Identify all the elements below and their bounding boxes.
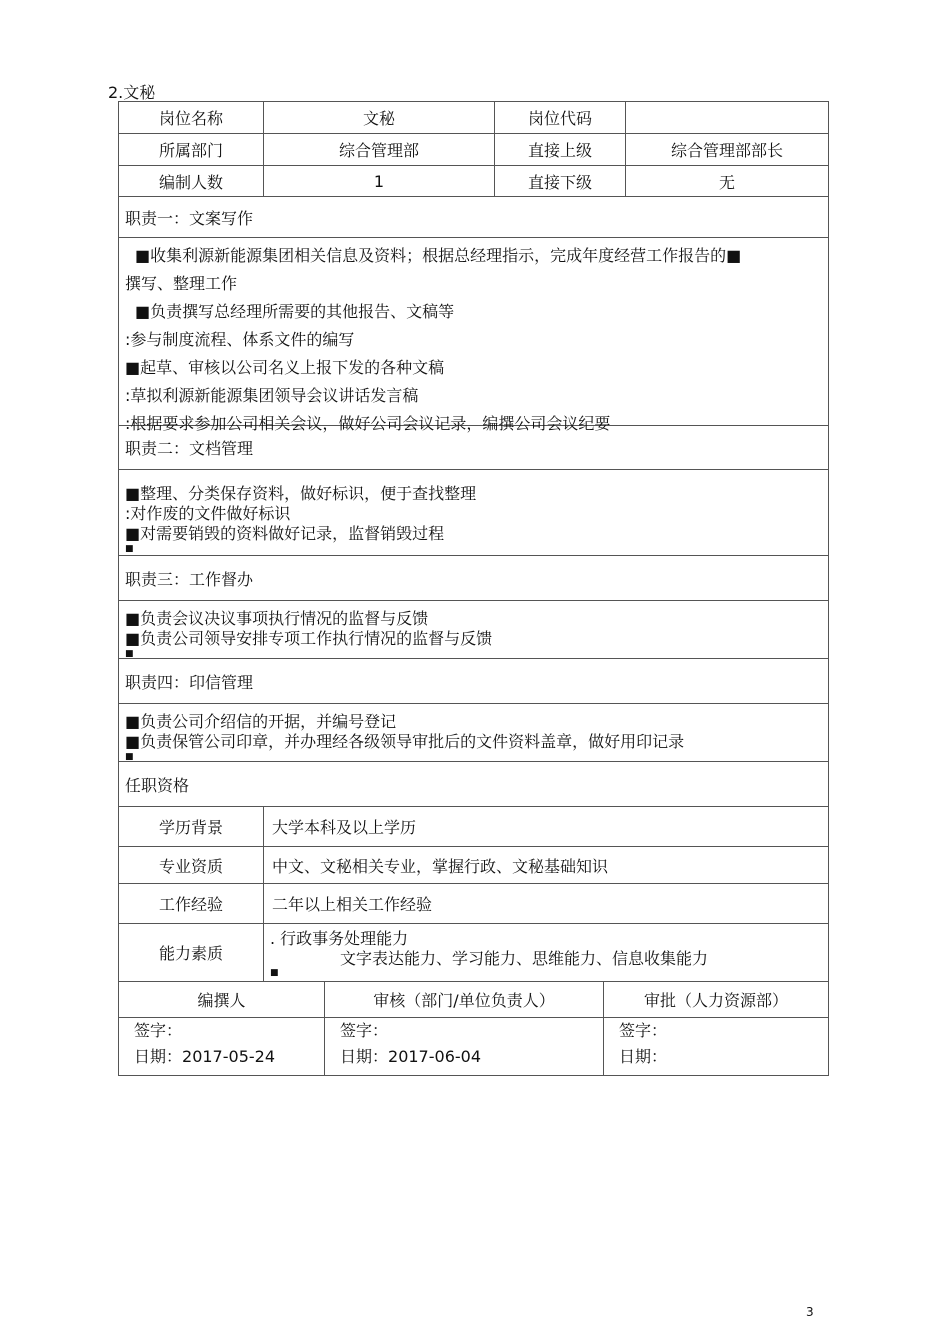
date-label: 日期： xyxy=(619,1047,668,1066)
duty-3-line: ■负责公司领导安排专项工作执行情况的监督与反馈 xyxy=(125,629,493,648)
info-row-2 xyxy=(118,134,829,166)
duty-1-line: :根据要求参加公司相关会议，做好公司会议记录，编撰公司会议纪要 xyxy=(125,414,611,433)
ability-value xyxy=(264,924,828,981)
date-label: 日期： xyxy=(134,1047,183,1066)
page-number: 3 xyxy=(806,1305,814,1319)
info-row-3 xyxy=(118,166,829,197)
duty-3-line: ■负责会议决议事项执行情况的监督与反馈 xyxy=(125,609,429,628)
qualification-title: 任职资格 xyxy=(125,775,190,795)
label-position-name: 岗位名称 xyxy=(119,102,264,133)
signature-row xyxy=(118,1018,829,1076)
value-department: 综合管理部 xyxy=(264,134,495,165)
ability-line: ■ xyxy=(270,967,279,978)
sign-label: 签字： xyxy=(619,1021,668,1040)
ability-line: 文字表达能力、学习能力、思维能力、信息收集能力 xyxy=(340,948,709,968)
sign-label: 签字： xyxy=(340,1021,389,1040)
duty-1-line: ■收集利源新能源集团相关信息及资料；根据总经理指示，完成年度经营工作报告的■ xyxy=(135,246,742,265)
qualification-label: 工作经验 xyxy=(119,884,264,923)
header-author: 编撰人 xyxy=(119,982,325,1017)
label-department: 所属部门 xyxy=(119,134,264,165)
author-sign-cell xyxy=(119,1018,325,1075)
duty-3-title-row xyxy=(118,556,829,601)
label-position-code: 岗位代码 xyxy=(495,102,626,133)
reviewer-sign-cell xyxy=(325,1018,604,1075)
duty-2-line: :对作废的文件做好标识 xyxy=(125,504,291,523)
duty-2-line: ■对需要销毁的资料做好记录，监督销毁过程 xyxy=(125,524,445,543)
qualification-value: 大学本科及以上学历 xyxy=(272,818,417,837)
duty-1-line: :草拟利源新能源集团领导会议讲话发言稿 xyxy=(125,386,419,405)
date-value: 2017-05-24 xyxy=(182,1047,275,1066)
duty-3-content xyxy=(118,601,829,659)
duty-1-line: ■起草、审核以公司名义上报下发的各种文稿 xyxy=(125,358,445,377)
qualification-row xyxy=(118,807,829,847)
sign-label: 签字： xyxy=(134,1021,183,1040)
qualification-label: 专业资质 xyxy=(119,847,264,883)
qualification-row xyxy=(118,847,829,884)
duty-4-line: ■负责公司介绍信的开据，并编号登记 xyxy=(125,712,397,731)
value-position-name: 文秘 xyxy=(264,102,495,133)
ability-label: 能力素质 xyxy=(119,924,264,981)
duty-4-line: ■ xyxy=(125,752,134,762)
duty-1-line: :参与制度流程、体系文件的编写 xyxy=(125,330,355,349)
qualification-label: 学历背景 xyxy=(119,807,264,846)
date-label: 日期： xyxy=(340,1047,389,1066)
section-heading: 2.文秘 xyxy=(108,83,156,102)
approval-header-row xyxy=(118,982,829,1018)
duty-4-title: 职责四：印信管理 xyxy=(125,672,254,692)
label-subordinate: 直接下级 xyxy=(495,166,626,196)
job-description-table xyxy=(118,101,829,1076)
duty-1-line: ■负责撰写总经理所需要的其他报告、文稿等 xyxy=(135,302,455,321)
date-line xyxy=(134,1044,275,1070)
duty-1-title: 职责一：文案写作 xyxy=(125,208,254,228)
label-supervisor: 直接上级 xyxy=(495,134,626,165)
duty-4-line: ■负责保管公司印章，并办理经各级领导审批后的文件资料盖章，做好用印记录 xyxy=(125,732,685,751)
duty-2-title: 职责二：文档管理 xyxy=(125,439,254,458)
duty-1-line: 撰写、整理工作 xyxy=(125,274,238,293)
header-reviewer: 审核（部门/单位负责人） xyxy=(325,982,604,1017)
date-value: 2017-06-04 xyxy=(388,1047,481,1066)
duty-4-title-row xyxy=(118,659,829,704)
duty-3-title: 职责三：工作督办 xyxy=(125,569,254,589)
qualification-title-row xyxy=(118,762,829,807)
duty-2-line: ■ xyxy=(125,544,134,554)
date-line xyxy=(619,1044,667,1070)
duty-1-content xyxy=(118,238,829,433)
qualification-value: 二年以上相关工作经验 xyxy=(272,895,433,914)
duty-3-line: ■ xyxy=(125,649,134,659)
qualification-row-ability xyxy=(118,924,829,982)
qualification-row xyxy=(118,884,829,924)
qualification-value: 中文、文秘相关专业，掌握行政、文秘基础知识 xyxy=(272,856,609,876)
label-headcount: 编制人数 xyxy=(119,166,264,196)
duty-2-line: ■整理、分类保存资料，做好标识，便于查找整理 xyxy=(125,484,477,503)
value-supervisor: 综合管理部部长 xyxy=(670,141,783,160)
duty-2-content xyxy=(118,470,829,556)
ability-line: . 行政事务处理能力 xyxy=(270,928,409,948)
duty-4-content xyxy=(118,704,829,762)
value-headcount: 1 xyxy=(264,166,495,196)
header-approver: 审批（人力资源部） xyxy=(643,991,788,1010)
date-line xyxy=(340,1044,481,1070)
value-subordinate: 无 xyxy=(718,172,735,192)
approver-sign-cell xyxy=(604,1018,828,1075)
duty-1-title-row xyxy=(118,197,829,238)
value-position-code xyxy=(626,102,828,133)
info-row-1 xyxy=(118,101,829,134)
